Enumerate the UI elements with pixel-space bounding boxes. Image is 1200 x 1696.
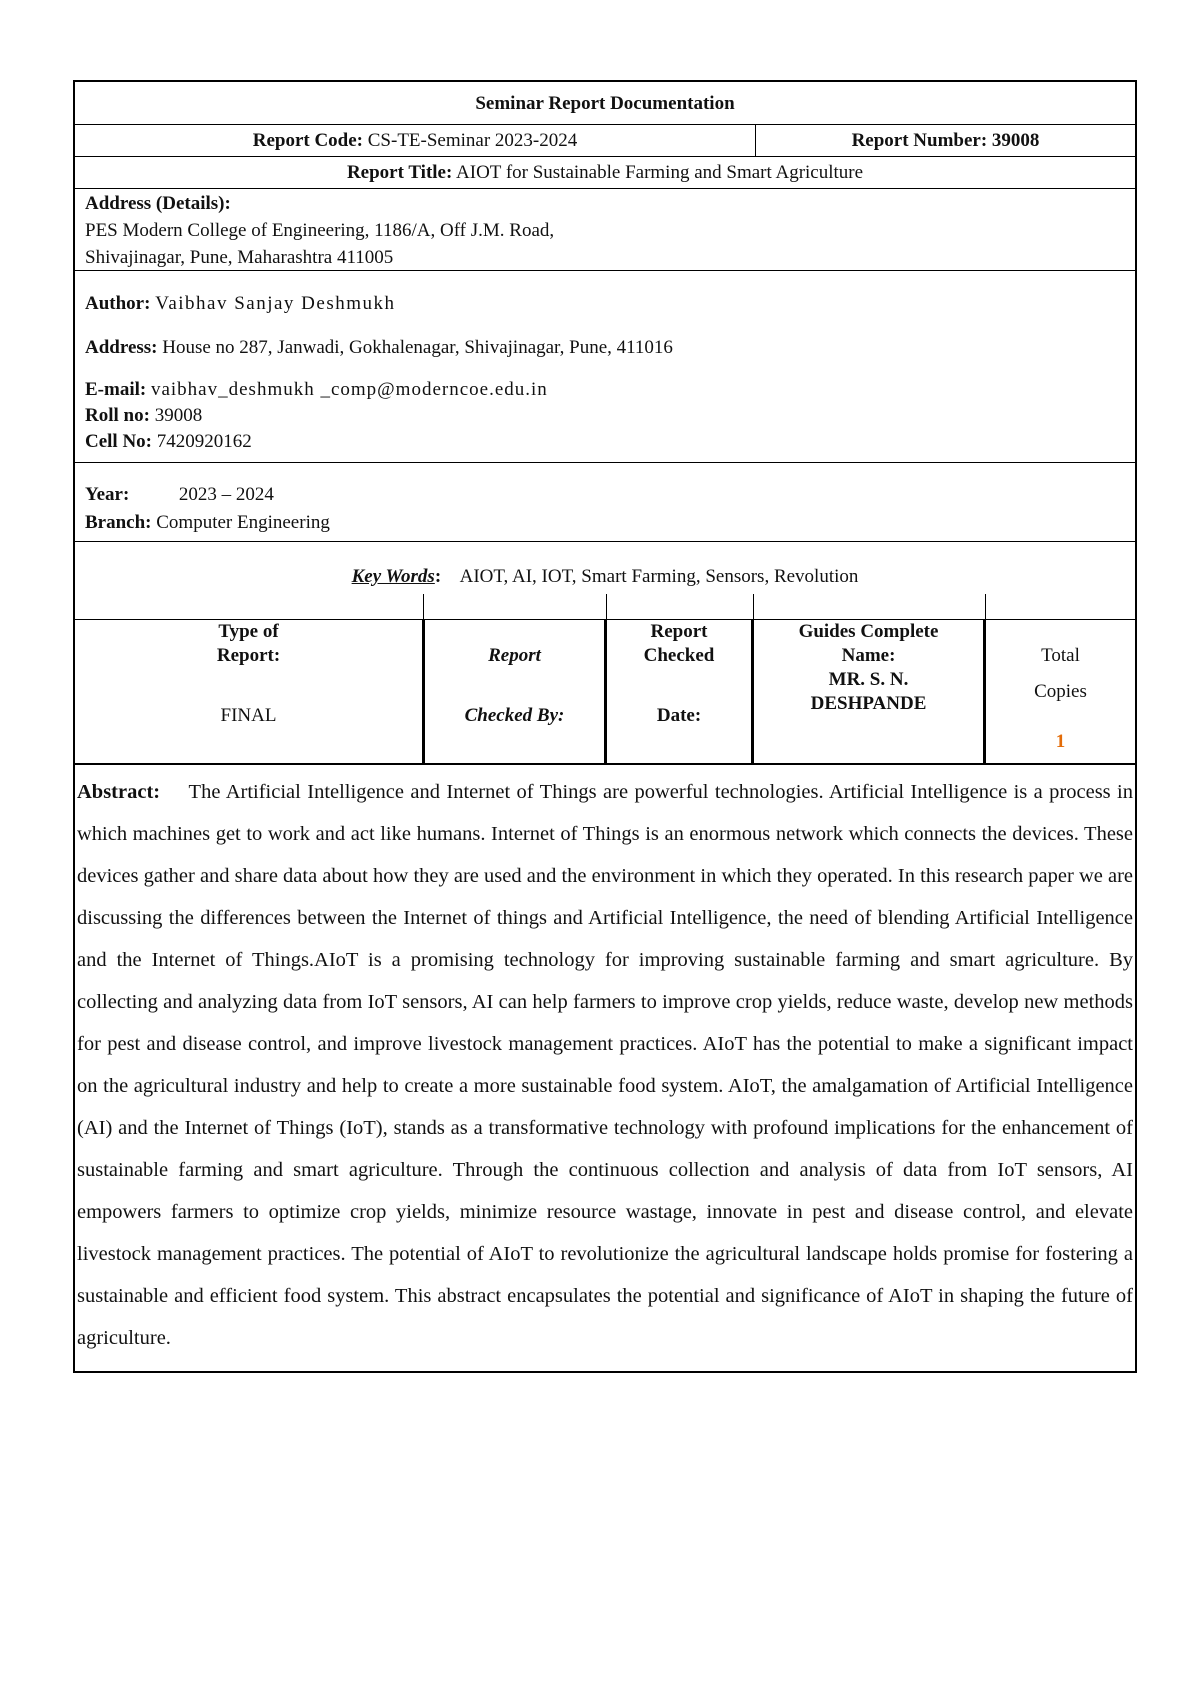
type-label-2: Report: xyxy=(216,645,281,666)
report-title-value: AIOT for Sustainable Farming and Smart Agriculture xyxy=(456,162,864,183)
report-page xyxy=(73,80,1137,1373)
email-label: E-mail: xyxy=(85,379,147,400)
column-divider xyxy=(423,594,424,619)
report-code-cell xyxy=(75,125,756,156)
keywords-line: Key Words: AIOT, AI, IOT, Smart Farming, Sensors, Revolution xyxy=(351,566,859,587)
guides-label-2: Name: xyxy=(841,645,896,666)
type-label-1: Type of xyxy=(218,621,279,642)
branch-value: Computer Engineering xyxy=(156,512,330,533)
report-number-label: Report Number: xyxy=(851,130,988,151)
copies-label-1: Total xyxy=(1041,645,1080,666)
abstract-text: The Artificial Intelligence and Internet of Things are powerful technologies. Artificial Intelligence is a process in which machines get to work and act like humans. Internet of Things is an enormous network which connects the devices. These devices gather and share data about how they are used and the environment in which they operated. In this research paper we are discussing the differences between the Internet of things and Artificial Intelligence, the need of blending Artificial Intelligence and the Internet of Things.AIoT is a promising technology for improving sustainable farming and smart agriculture. By collecting and analyzing data from IoT sensors, AI can help farmers to improve crop yields, reduce waste, develop new methods for pest and disease control, and improve livestock management practices. AIoT has the potential to make a significant impact on the agricultural industry and help to create a more sustainable food system. AIoT, the amalgamation of Artificial Intelligence (AI) and the Internet of Things (IoT), stands as a transformative technology with profound implications for the enhancement of sustainable farming and smart agriculture. Through the continuous collection and analysis of data from IoT sensors, AI empowers farmers to optimize crop yields, minimize resource wastage, innovate in pest and disease control, and elevate livestock management practices. The potential of AIoT to revolutionize the agricultural landscape holds promise for fostering a sustainable and efficient food system. This abstract encapsulates the potential and significance of AIoT in shaping the future of agriculture. xyxy=(77,781,1134,1349)
report-code-label: Report Code: xyxy=(252,130,363,151)
checked-by-label-1: Report xyxy=(488,645,541,666)
report-number-value: 39008 xyxy=(991,130,1040,151)
checked-by-label-2: Checked By: xyxy=(464,705,565,726)
cell-label: Cell No: xyxy=(85,431,153,452)
guides-name-cell xyxy=(754,620,986,763)
report-details-grid xyxy=(75,620,1135,765)
author-value: Vaibhav Sanjay Deshmukh xyxy=(155,293,396,314)
branch-label: Branch: xyxy=(85,512,152,533)
report-title-label: Report Title: xyxy=(346,162,453,183)
type-of-report-cell xyxy=(75,620,425,763)
guides-label-1: Guides Complete xyxy=(798,621,939,642)
cell-value: 7420920162 xyxy=(156,431,252,452)
column-divider xyxy=(985,594,986,619)
column-divider xyxy=(753,594,754,619)
guides-value-1: MR. S. N. xyxy=(828,669,909,690)
report-checked-by-cell xyxy=(425,620,607,763)
abstract-label: Abstract: xyxy=(77,781,161,803)
document-heading: Seminar Report Documentation xyxy=(75,82,1135,125)
copies-label-2: Copies xyxy=(1034,681,1087,702)
author-address-value: House no 287, Janwadi, Gokhalenagar, Shivajinagar, Pune, 411016 xyxy=(162,337,673,358)
email-value: vaibhav_deshmukh _comp@moderncoe.edu.in xyxy=(150,379,548,400)
address-line-2: Shivajinagar, Pune, Maharashtra 411005 xyxy=(85,247,394,268)
total-copies-cell xyxy=(986,620,1135,763)
copies-value: 1 xyxy=(1055,731,1066,752)
roll-label: Roll no: xyxy=(85,405,150,426)
checked-date-label-2: Checked xyxy=(643,645,715,666)
keywords-row xyxy=(75,542,1135,620)
keywords-value: AIOT, AI, IOT, Smart Farming, Sensors, Revolution xyxy=(459,566,859,587)
address-details-label: Address (Details): xyxy=(85,193,231,214)
checked-date-label-1: Report xyxy=(650,621,708,642)
author-row xyxy=(75,271,1135,463)
report-table xyxy=(73,80,1137,1373)
date-label: Date: xyxy=(656,705,702,726)
report-code-value: CS-TE-Seminar 2023-2024 xyxy=(367,130,578,151)
address-line-1: PES Modern College of Engineering, 1186/A, Off J.M. Road, xyxy=(85,220,555,241)
year-branch-row xyxy=(75,463,1135,542)
address-details-row xyxy=(75,189,1135,271)
column-divider xyxy=(606,594,607,619)
report-number-cell xyxy=(756,125,1135,156)
report-code-row xyxy=(75,125,1135,157)
year-label: Year: xyxy=(85,484,130,505)
report-checked-date-cell xyxy=(607,620,754,763)
abstract-section xyxy=(75,765,1135,1371)
author-label: Author: xyxy=(85,293,151,314)
year-value: 2023 – 2024 xyxy=(178,484,274,505)
report-title-row xyxy=(75,157,1135,189)
type-value: FINAL xyxy=(220,705,277,726)
author-address-label: Address: xyxy=(85,337,158,358)
roll-value: 39008 xyxy=(154,405,203,426)
keywords-label: Key Words xyxy=(351,566,435,587)
guides-value-2: DESHPANDE xyxy=(810,693,927,714)
